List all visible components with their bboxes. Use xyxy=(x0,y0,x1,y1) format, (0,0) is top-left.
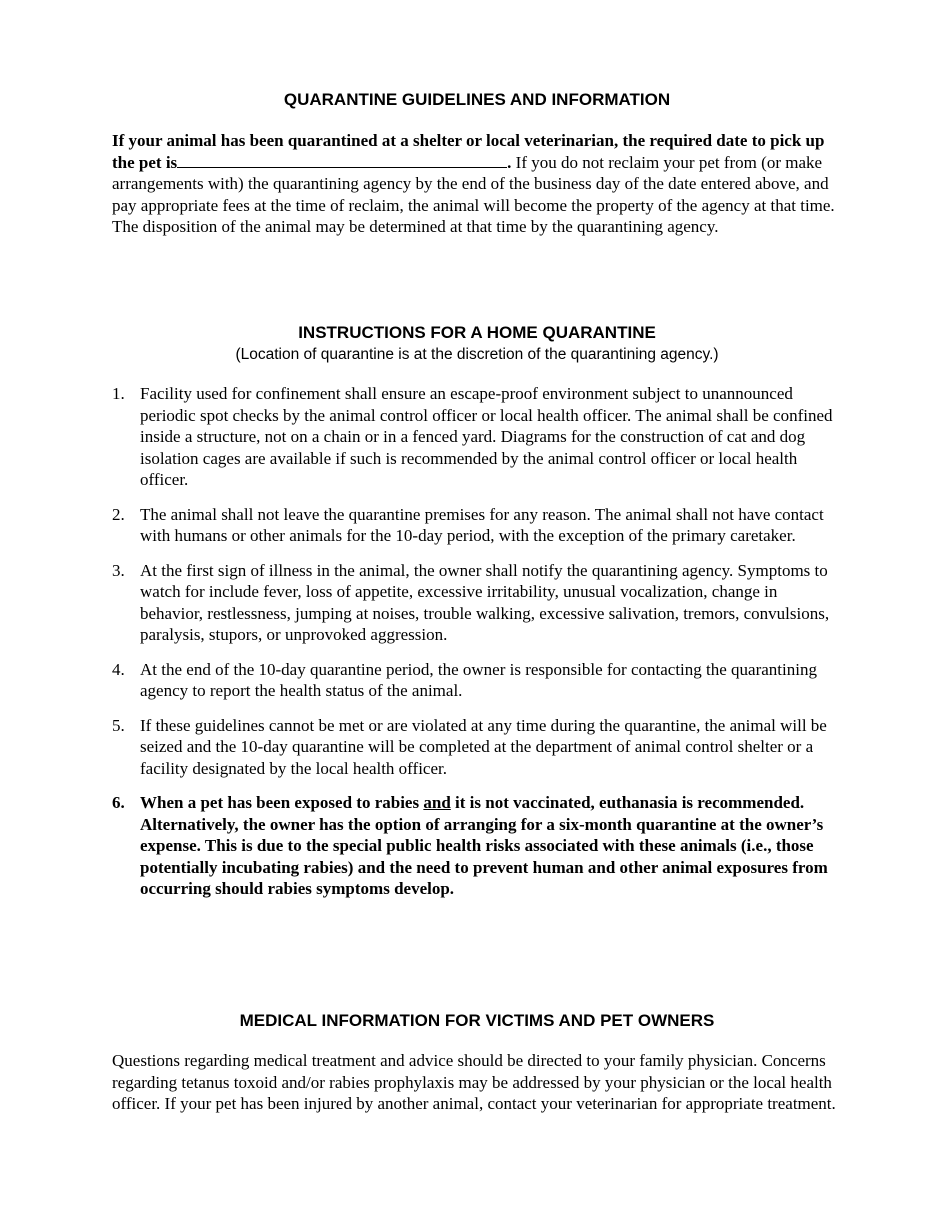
pickup-date-blank[interactable] xyxy=(177,152,507,168)
instruction-number: 5. xyxy=(112,715,125,735)
quarantine-intro-paragraph xyxy=(112,130,842,238)
intro-body-text: If you do not reclaim your pet from (or make arrangements with) the quarantining agency by the end of the business day of the date entered above, and pay appropriate fees at the time of reclaim, the animal will become the property of the agency at that time. The disposition of the animal may be determined at that time by the quarantining agency. xyxy=(112,152,835,236)
instruction-item xyxy=(112,560,842,646)
intro-bold-period: . xyxy=(507,152,512,172)
instruction-item xyxy=(112,383,842,491)
home-quarantine-subtitle: (Location of quarantine is at the discretion of the quarantining agency.) xyxy=(235,346,719,363)
instruction-text: The animal shall not leave the quarantine premises for any reason. The animal shall not have contact with humans or other animals for the 10-day period, with the exception of the primary caretaker. xyxy=(140,504,824,545)
instruction-underlined-and: and xyxy=(423,793,451,812)
home-quarantine-title: INSTRUCTIONS FOR A HOME QUARANTINE xyxy=(298,323,656,342)
instruction-number: 4. xyxy=(112,659,125,679)
medical-information-title: MEDICAL INFORMATION FOR VICTIMS AND PET OWNERS xyxy=(239,1011,715,1030)
intro-bold-text: If your animal has been quarantined at a shelter or local veterinarian, the required date to pick up the pet is xyxy=(112,131,825,172)
instruction-number: 6. xyxy=(112,793,125,812)
instructions-list xyxy=(112,383,842,913)
instruction-text: Facility used for confinement shall ensure an escape-proof environment subject to unannounced periodic spot checks by the animal control officer or local health officer. The animal shall be confined inside a structure, not on a chain or in a fenced yard. Diagrams for the construction of cat and dog isolation cages are available if such is recommended by the animal control officer or local health officer. xyxy=(140,384,833,489)
instruction-text: At the end of the 10-day quarantine period, the owner is responsible for contacting the quarantining agency to report the health status of the animal. xyxy=(140,659,817,700)
instruction-number: 1. xyxy=(112,384,125,403)
medical-information-paragraph: Questions regarding medical treatment and advice should be directed to your family physician. Concerns regarding tetanus toxoid and/or rabies prophylaxis may be addressed by your physician or the local health officer. If your pet has been injured by another animal, contact your veterinarian for appropriate treatment. xyxy=(112,1051,836,1113)
instruction-text: At the first sign of illness in the animal, the owner shall notify the quarantining agency. Symptoms to watch for include fever, loss of appetite, excessive irritability, unusual vocalization, change in behavior, restlessness, jumping at noises, trouble walking, excessive salivation, tremors, convulsions, paralysis, stupors, or unprovoked aggression. xyxy=(140,560,830,644)
instruction-item-rabies-exposure xyxy=(112,792,842,900)
instruction-item xyxy=(112,504,842,547)
instruction-item xyxy=(112,659,842,702)
instruction-number: 3. xyxy=(112,560,125,580)
quarantine-guidelines-title: QUARANTINE GUIDELINES AND INFORMATION xyxy=(283,90,671,109)
instruction-item xyxy=(112,715,842,780)
instruction-text-before: When a pet has been exposed to rabies xyxy=(140,793,424,812)
instruction-text: If these guidelines cannot be met or are violated at any time during the quarantine, the animal will be seized and the 10-day quarantine will be completed at the department of animal control shelter or a facility designated by the local health officer. xyxy=(140,715,827,778)
instruction-number: 2. xyxy=(112,504,125,524)
instruction-text-after: it is not vaccinated, euthanasia is recommended. Alternatively, the owner has the option of arranging for a six-month quarantine at the owner’s expense. This is due to the special public health risks associated with these animals (i.e., those potentially incubating rabies) and the need to prevent human and other animal exposures from occurring should rabies symptoms develop. xyxy=(140,793,828,898)
